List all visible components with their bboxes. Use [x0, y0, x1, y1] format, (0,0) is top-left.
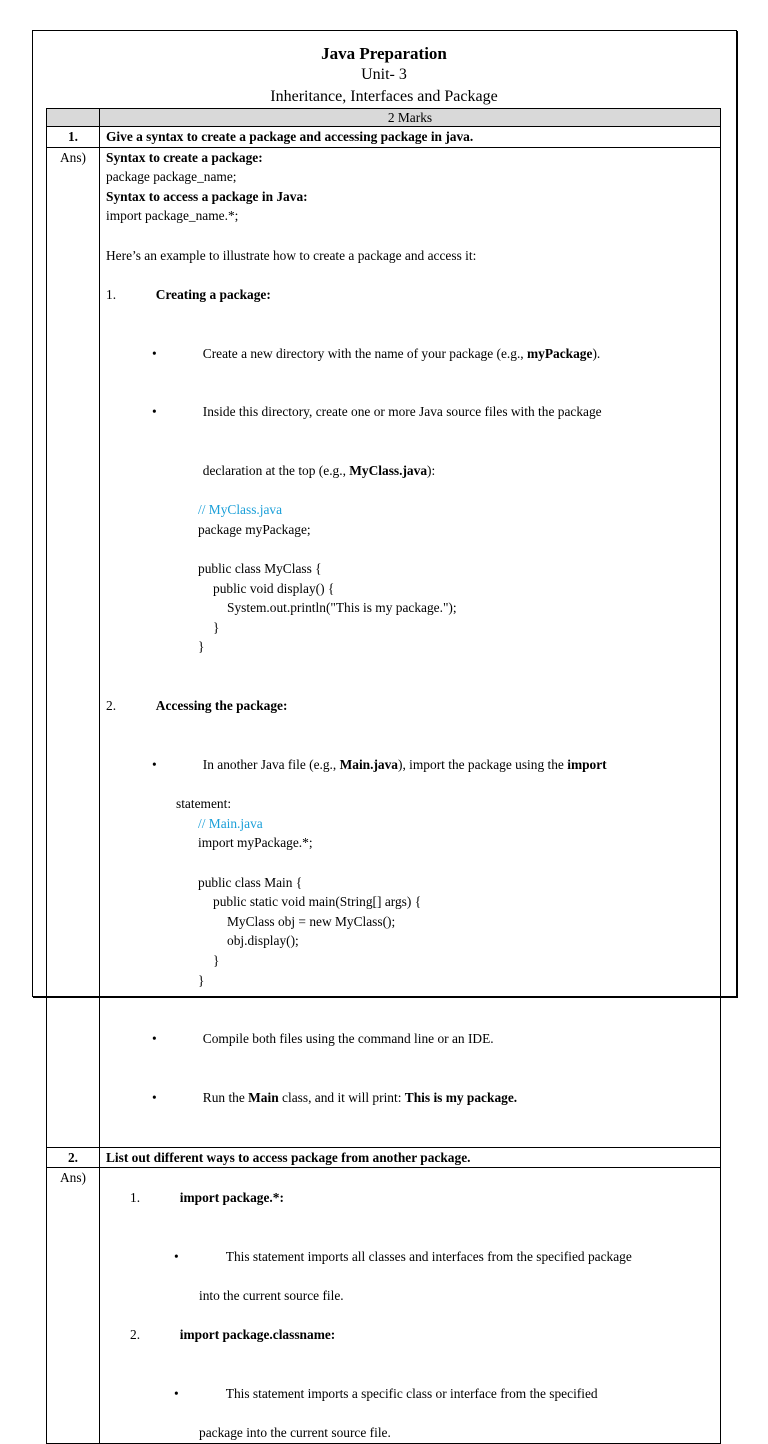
answer-body-2	[100, 1168, 721, 1443]
step-1: 1. Creating a package:	[106, 286, 271, 302]
answer-label: Ans)	[47, 147, 100, 1147]
doc-unit: Unit- 3	[361, 66, 407, 83]
code-comment: // MyClass.java	[198, 502, 283, 518]
answer-row-1	[47, 147, 721, 1147]
way-1-bullet: • This statement imports all classes and interfaces from the specified package	[106, 1227, 714, 1286]
code-line: }	[213, 619, 220, 635]
step-1-bullet-2: • Inside this directory, create one or more Java source files with the package	[106, 383, 714, 442]
code-line: public static void main(String[] args) {	[213, 894, 422, 910]
bullet-icon: •	[152, 345, 157, 361]
doc-title: Java Preparation	[321, 44, 447, 63]
step-2-bullet-1-cont: statement:	[176, 796, 232, 812]
code-line: }	[213, 952, 220, 968]
code-comment: // Main.java	[198, 815, 263, 831]
step-2-bullet-1: • In another Java file (e.g., Main.java), import the package using the import	[106, 735, 714, 794]
step-1-bullet-2-cont: declaration at the top (e.g., MyClass.java):	[202, 463, 436, 479]
answer-body-1	[100, 147, 721, 1147]
step-1-title: Creating a package:	[155, 286, 271, 302]
way-2-bullet: • This statement imports a specific class or interface from the specified	[106, 1364, 714, 1423]
syntax-access-code: import package_name.*;	[106, 208, 239, 224]
step-2: 2. Accessing the package:	[106, 698, 288, 714]
code-line: }	[198, 639, 205, 655]
code-line: public class MyClass {	[198, 561, 322, 577]
code-line: obj.display();	[227, 933, 299, 949]
example-intro: Here’s an example to illustrate how to create a package and access it:	[106, 247, 477, 263]
way-1: 1. import package.*:	[130, 1190, 284, 1206]
question-number: 1.	[47, 127, 100, 148]
question-row-1	[47, 127, 721, 148]
bullet-icon: •	[152, 404, 157, 420]
bullet-icon: •	[152, 1031, 157, 1047]
answer-label: Ans)	[47, 1168, 100, 1443]
question-number: 2.	[47, 1147, 100, 1168]
way-2: 2. import package.classname:	[130, 1327, 336, 1343]
step-2-bullet-3: • Run the Main class, and it will print: This is my package.	[106, 1069, 714, 1128]
bullet-icon: •	[174, 1248, 179, 1264]
step-2-bullet-2: • Compile both files using the command line or an IDE.	[106, 1010, 714, 1069]
marks-row	[47, 109, 721, 127]
question-row-2	[47, 1147, 721, 1168]
code-line: public void display() {	[213, 580, 335, 596]
bullet-icon: •	[174, 1386, 179, 1401]
code-line: MyClass obj = new MyClass();	[227, 913, 396, 929]
answer-row-2	[47, 1168, 721, 1443]
way-2-bullet-cont: package into the current source file.	[199, 1425, 391, 1441]
bullet-icon: •	[152, 757, 157, 772]
code-line: public class Main {	[198, 874, 303, 890]
bullet-icon: •	[152, 1090, 157, 1106]
code-line: System.out.println("This is my package.");	[227, 600, 457, 616]
syntax-create-heading: Syntax to create a package:	[106, 149, 263, 165]
question-text: Give a syntax to create a package and accessing package in java.	[100, 127, 721, 148]
step-2-title: Accessing the package:	[155, 698, 288, 714]
code-line: package myPackage;	[198, 521, 311, 537]
marks-label: 2 Marks	[100, 109, 721, 127]
question-table	[46, 108, 721, 1444]
question-text: List out different ways to access package from another package.	[100, 1147, 721, 1168]
step-1-bullet-1: • Create a new directory with the name of your package (e.g., myPackage).	[106, 324, 714, 383]
doc-subtitle: Inheritance, Interfaces and Package	[270, 88, 498, 105]
syntax-access-heading: Syntax to access a package in Java:	[106, 188, 308, 204]
code-line: import myPackage.*;	[198, 835, 313, 851]
syntax-create-code: package package_name;	[106, 169, 237, 185]
way-1-bullet-cont: into the current source file.	[199, 1288, 344, 1304]
code-line: }	[198, 972, 205, 988]
